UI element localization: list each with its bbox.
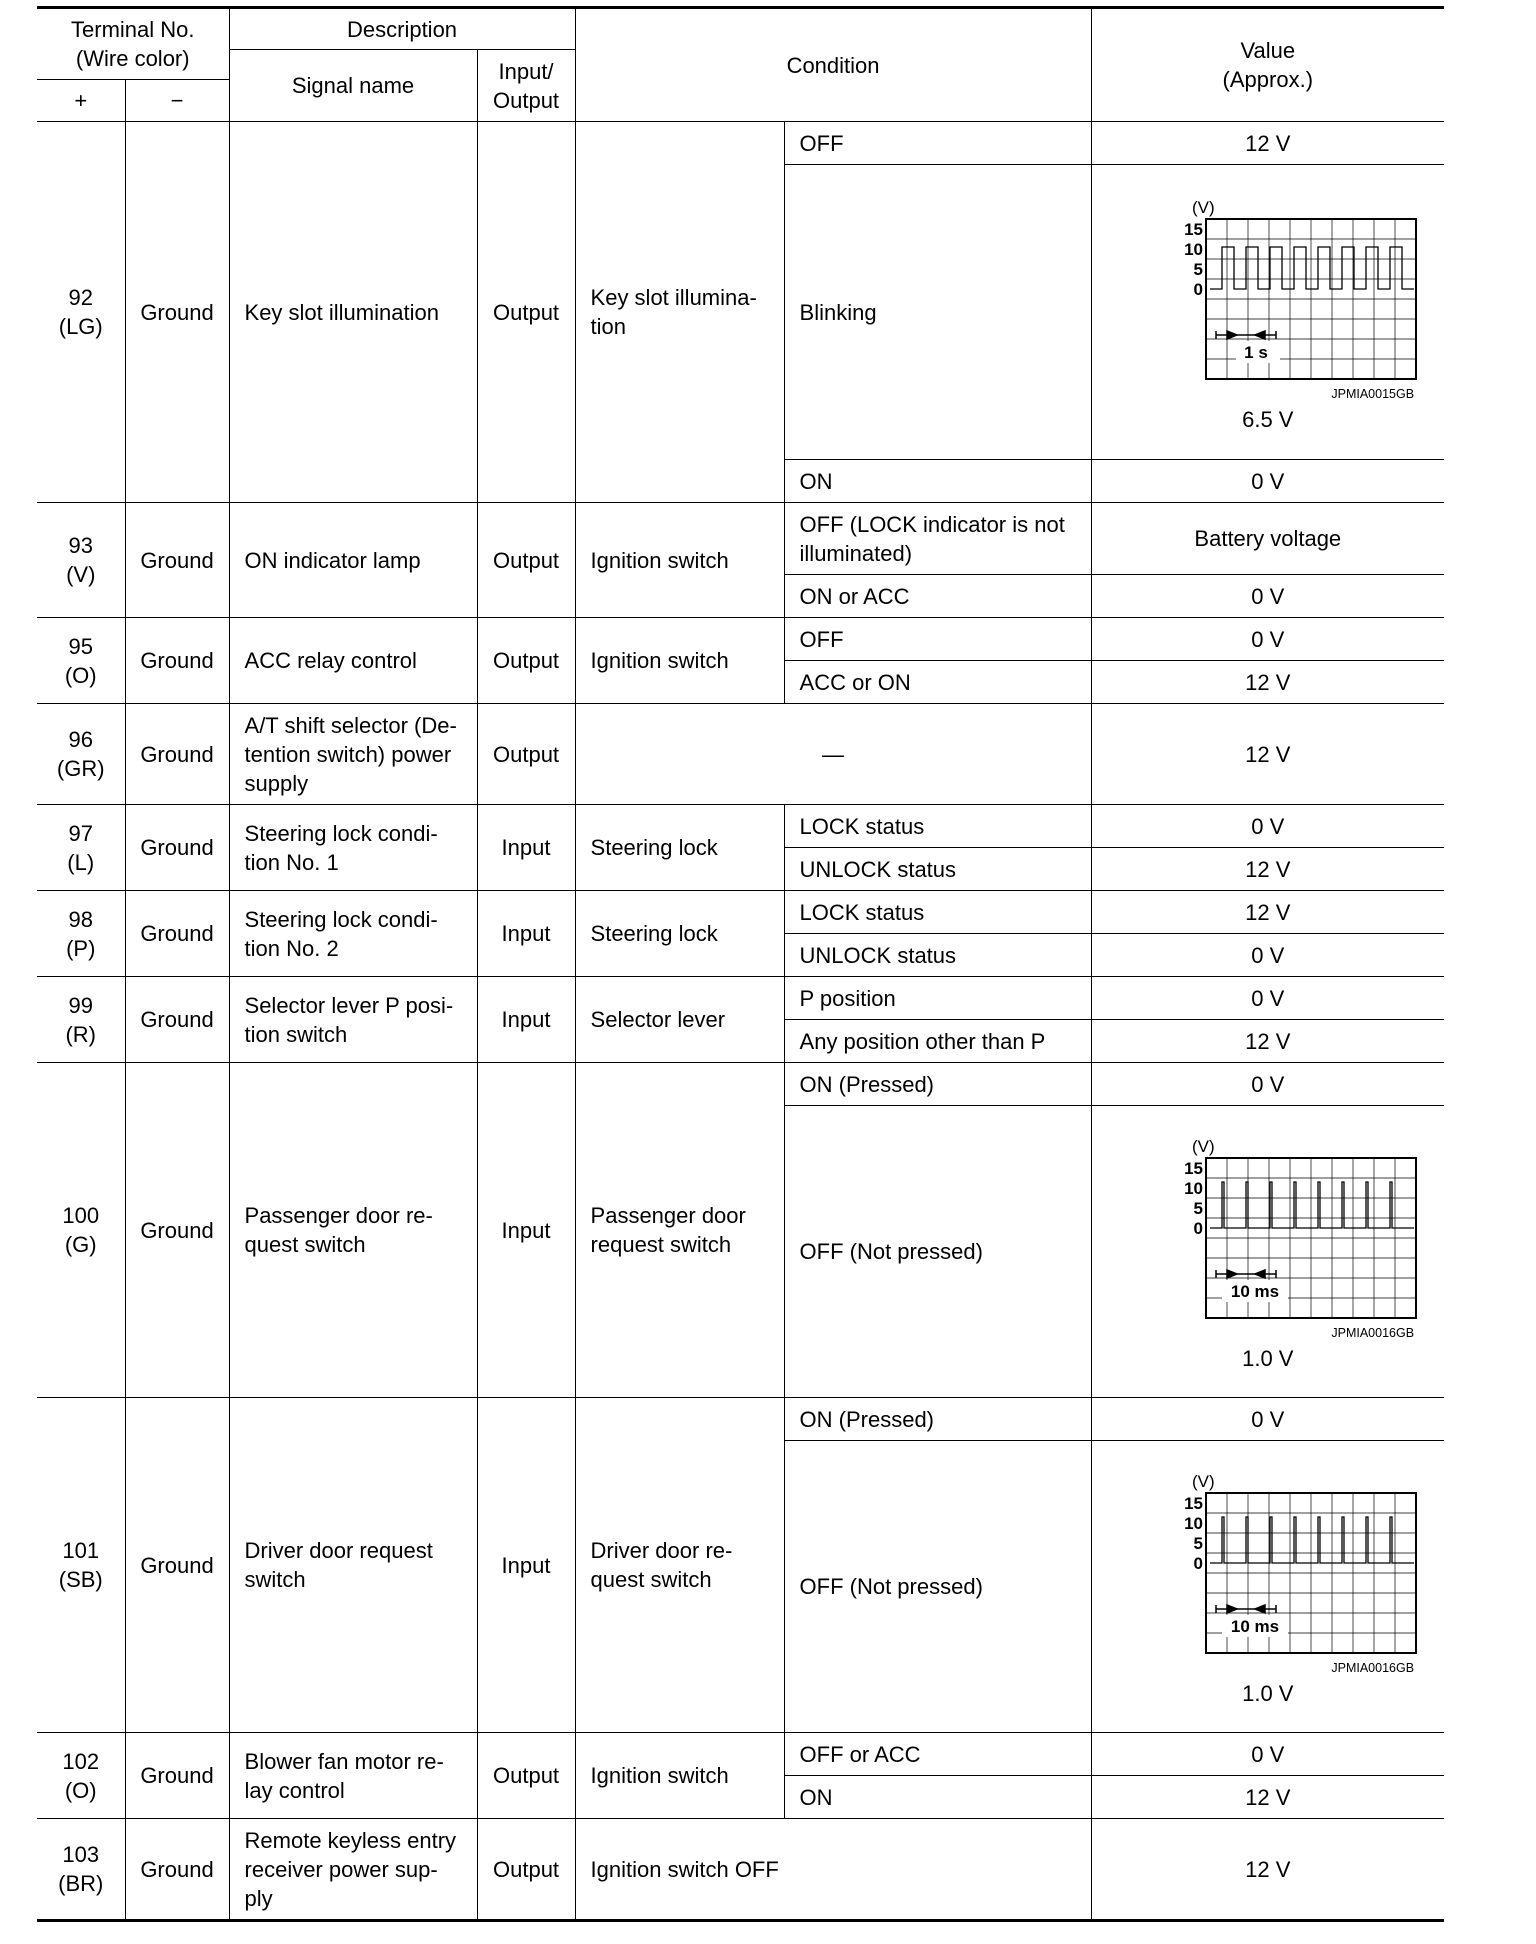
condition: Ignition switch: [575, 503, 784, 618]
waveform-y-tick: 0: [1193, 1219, 1203, 1238]
condition: Ignition switch OFF: [575, 1819, 1091, 1921]
input-output: Input: [477, 1398, 575, 1733]
waveform-unit: (V): [1191, 197, 1215, 217]
table-row: [37, 1063, 1444, 1106]
table-row: [37, 805, 1444, 848]
terminal-number: 100 (G): [37, 1063, 125, 1398]
table-row: [37, 122, 1444, 165]
input-output: Output: [477, 1733, 575, 1819]
condition: Steering lock: [575, 805, 784, 891]
ground-terminal: Ground: [125, 1063, 229, 1398]
sub-condition: OFF (Not pressed): [784, 1441, 1091, 1733]
value: 12 V: [1091, 704, 1444, 805]
signal-name: A/T shift selector (De- tention switch) power supply: [229, 704, 477, 805]
terminal-table-document: [37, 6, 1444, 1922]
signal-name: ON indicator lamp: [229, 503, 477, 618]
sub-condition: ACC or ON: [784, 661, 1091, 704]
sub-condition: OFF (Not pressed): [784, 1106, 1091, 1398]
time-scale-marker: [1216, 331, 1276, 339]
time-scale-label: 1 s: [1243, 342, 1268, 362]
sub-condition: Any position other than P: [784, 1020, 1091, 1063]
value-waveform-cell: [1091, 1441, 1444, 1733]
value: 12 V: [1091, 848, 1444, 891]
value: 0 V: [1091, 934, 1444, 977]
table-row: [37, 704, 1444, 805]
ground-terminal: Ground: [125, 618, 229, 704]
sub-condition: OFF: [784, 618, 1091, 661]
header-input-output: Input/ Output: [477, 50, 575, 122]
waveform-trace: [1210, 1517, 1414, 1563]
waveform-unit: (V): [1191, 1472, 1215, 1491]
value-waveform-cell: [1091, 165, 1444, 460]
header-signal-name: Signal name: [229, 50, 477, 122]
waveform-graph: [1118, 1130, 1418, 1320]
terminal-number: 93 (V): [37, 503, 125, 618]
header-condition: Condition: [575, 8, 1091, 122]
waveform-y-tick: 10: [1183, 1514, 1203, 1533]
figure-code: JPMIA0016GB: [1331, 1661, 1415, 1675]
value: 0 V: [1091, 805, 1444, 848]
ground-terminal: Ground: [125, 1819, 229, 1921]
input-output: Output: [477, 618, 575, 704]
signal-name: Steering lock condi- tion No. 1: [229, 805, 477, 891]
input-output: Output: [477, 704, 575, 805]
sub-condition: UNLOCK status: [784, 848, 1091, 891]
waveform-trace: [1210, 247, 1414, 289]
sub-condition: LOCK status: [784, 891, 1091, 934]
waveform-unit: (V): [1191, 1137, 1215, 1156]
ground-terminal: Ground: [125, 122, 229, 503]
waveform-y-tick: 10: [1183, 239, 1203, 259]
ground-terminal: Ground: [125, 1398, 229, 1733]
sub-condition: ON: [784, 460, 1091, 503]
figure-code: JPMIA0016GB: [1331, 1326, 1415, 1340]
value: 12 V: [1091, 1020, 1444, 1063]
condition: —: [575, 704, 1091, 805]
terminal-number: 96 (GR): [37, 704, 125, 805]
sub-condition: P position: [784, 977, 1091, 1020]
waveform-y-tick: 15: [1183, 1494, 1203, 1513]
signal-name: Driver door request switch: [229, 1398, 477, 1733]
header-value: Value (Approx.): [1091, 8, 1444, 122]
input-output: Output: [477, 1819, 575, 1921]
condition: Selector lever: [575, 977, 784, 1063]
time-scale-marker: [1216, 1605, 1276, 1613]
value: 0 V: [1091, 977, 1444, 1020]
waveform-graph: [1118, 1465, 1418, 1655]
table-row: [37, 618, 1444, 661]
ground-terminal: Ground: [125, 977, 229, 1063]
value: 0 V: [1091, 1398, 1444, 1441]
signal-name: ACC relay control: [229, 618, 477, 704]
condition: Passenger door request switch: [575, 1063, 784, 1398]
waveform-y-tick: 0: [1193, 279, 1203, 299]
sub-condition: LOCK status: [784, 805, 1091, 848]
waveform-y-tick: 0: [1193, 1554, 1203, 1573]
value: 12 V: [1091, 1776, 1444, 1819]
table-row: [37, 1398, 1444, 1441]
waveform-trace: [1210, 1182, 1414, 1228]
terminal-number: 101 (SB): [37, 1398, 125, 1733]
value: 12 V: [1091, 661, 1444, 704]
figure-code: JPMIA0015GB: [1331, 386, 1415, 401]
ground-terminal: Ground: [125, 704, 229, 805]
value: 12 V: [1091, 122, 1444, 165]
ground-terminal: Ground: [125, 891, 229, 977]
table-body: [37, 122, 1444, 1921]
sub-condition: OFF or ACC: [784, 1733, 1091, 1776]
sub-condition: UNLOCK status: [784, 934, 1091, 977]
terminal-number: 103 (BR): [37, 1819, 125, 1921]
table-row: [37, 891, 1444, 934]
value: 12 V: [1091, 891, 1444, 934]
sub-condition: ON: [784, 1776, 1091, 1819]
sub-condition: ON or ACC: [784, 575, 1091, 618]
condition: Ignition switch: [575, 1733, 784, 1819]
waveform-y-tick: 5: [1193, 1199, 1203, 1218]
waveform-y-tick: 5: [1193, 259, 1203, 279]
terminal-number: 102 (O): [37, 1733, 125, 1819]
condition: Ignition switch: [575, 618, 784, 704]
value: 6.5 V: [1242, 406, 1294, 432]
header-description: Description: [229, 8, 575, 50]
terminal-number: 92 (LG): [37, 122, 125, 503]
input-output: Input: [477, 805, 575, 891]
value: 0 V: [1091, 618, 1444, 661]
time-scale-marker: [1216, 1270, 1276, 1278]
value: 0 V: [1091, 460, 1444, 503]
input-output: Input: [477, 977, 575, 1063]
sub-condition: ON (Pressed): [784, 1063, 1091, 1106]
waveform-y-tick: 10: [1183, 1179, 1203, 1198]
terminal-number: 97 (L): [37, 805, 125, 891]
time-scale-label: 10 ms: [1230, 1282, 1279, 1301]
signal-name: Remote keyless entry receiver power sup- ply: [229, 1819, 477, 1921]
signal-name: Passenger door re- quest switch: [229, 1063, 477, 1398]
waveform-y-tick: 15: [1183, 1159, 1203, 1178]
header-plus: +: [37, 80, 125, 122]
sub-condition: ON (Pressed): [784, 1398, 1091, 1441]
terminal-number: 99 (R): [37, 977, 125, 1063]
input-output: Output: [477, 122, 575, 503]
condition: Steering lock: [575, 891, 784, 977]
value: 0 V: [1091, 1733, 1444, 1776]
table-row: [37, 1819, 1444, 1921]
table-row: [37, 503, 1444, 575]
value: 0 V: [1091, 1063, 1444, 1106]
signal-name: Key slot illumination: [229, 122, 477, 503]
signal-name: Blower fan motor re- lay control: [229, 1733, 477, 1819]
input-output: Input: [477, 1063, 575, 1398]
sub-condition: OFF: [784, 122, 1091, 165]
condition: Driver door re- quest switch: [575, 1398, 784, 1733]
ground-terminal: Ground: [125, 805, 229, 891]
waveform-y-tick: 5: [1193, 1534, 1203, 1553]
value: 1.0 V: [1242, 1346, 1294, 1371]
value: Battery voltage: [1091, 503, 1444, 575]
terminal-number: 95 (O): [37, 618, 125, 704]
input-output: Input: [477, 891, 575, 977]
header-terminal-no: Terminal No. (Wire color): [37, 8, 229, 80]
terminal-table: [37, 6, 1444, 1922]
signal-name: Steering lock condi- tion No. 2: [229, 891, 477, 977]
value: 0 V: [1091, 575, 1444, 618]
header-minus: −: [125, 80, 229, 122]
sub-condition: Blinking: [784, 165, 1091, 460]
value: 1.0 V: [1242, 1681, 1294, 1706]
condition: Key slot illumina- tion: [575, 122, 784, 503]
waveform-graph: [1118, 191, 1418, 381]
terminal-number: 98 (P): [37, 891, 125, 977]
waveform-y-tick: 15: [1183, 219, 1203, 239]
value-waveform-cell: [1091, 1106, 1444, 1398]
input-output: Output: [477, 503, 575, 618]
table-row: [37, 1733, 1444, 1776]
signal-name: Selector lever P posi- tion switch: [229, 977, 477, 1063]
sub-condition: OFF (LOCK indicator is not illuminated): [784, 503, 1091, 575]
value: 12 V: [1091, 1819, 1444, 1921]
table-row: [37, 977, 1444, 1020]
time-scale-label: 10 ms: [1230, 1617, 1279, 1636]
ground-terminal: Ground: [125, 503, 229, 618]
ground-terminal: Ground: [125, 1733, 229, 1819]
